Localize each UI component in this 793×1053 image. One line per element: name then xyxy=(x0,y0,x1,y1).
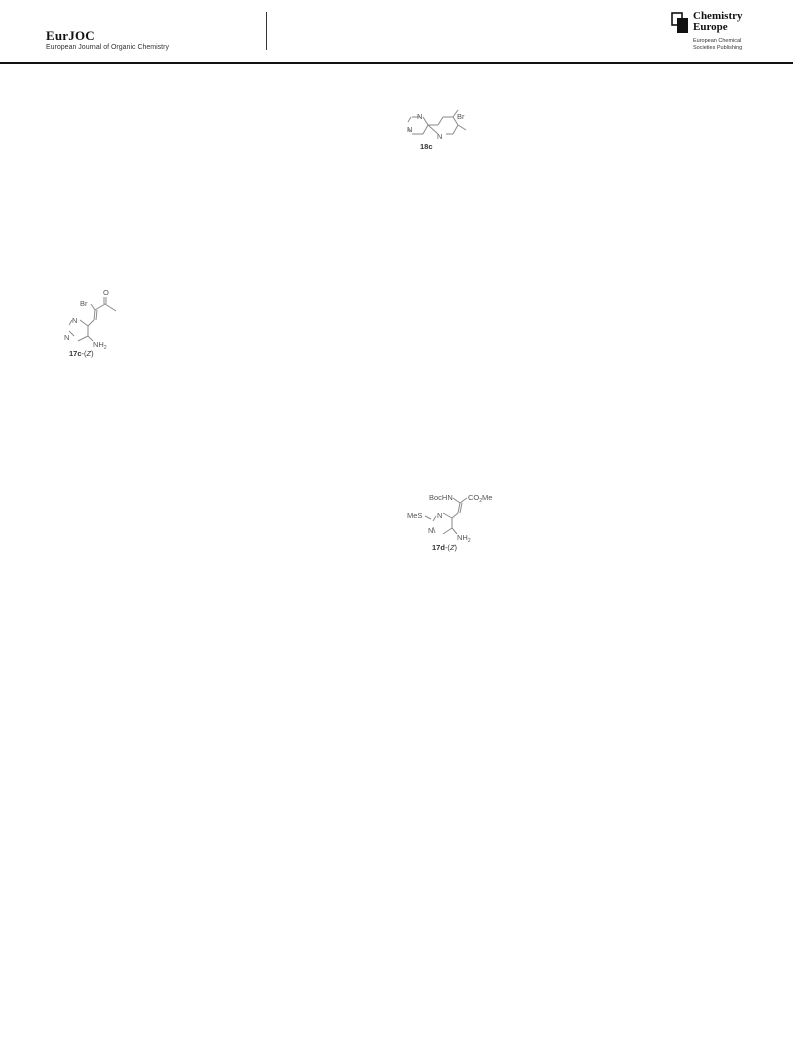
structure-18c xyxy=(400,106,480,156)
atom-mes: MeS xyxy=(407,511,423,520)
page-header xyxy=(0,0,793,64)
atom-o: O xyxy=(103,288,109,297)
atom-n: N xyxy=(407,125,413,134)
publisher-name-line2: Europe xyxy=(693,21,728,33)
atom-n: N xyxy=(417,112,423,121)
structure-17c-z xyxy=(60,284,140,364)
compound-label-17d-z: 17d-(Z) xyxy=(432,543,458,552)
atom-co2me: $CO_2Me$ xyxy=(468,493,493,504)
structure-17d-z-drawing xyxy=(405,489,505,559)
compound-label-17c-z: 17c-(Z) xyxy=(69,349,94,358)
header-divider xyxy=(266,12,267,50)
structure-18c-drawing xyxy=(400,106,480,156)
atom-br: Br xyxy=(80,299,88,308)
atom-n: N xyxy=(437,132,443,141)
atom-bochn: BocHN xyxy=(429,493,453,502)
atom-n: N xyxy=(72,316,78,325)
publisher-sub-line1: European Chemical xyxy=(693,38,742,44)
publisher-sub-line2: Societies Publishing xyxy=(693,45,743,51)
atom-n: N xyxy=(437,511,443,520)
structure-17d-z xyxy=(405,489,505,559)
atom-nh2: $NH_2$ xyxy=(93,340,107,351)
atom-n: N xyxy=(428,526,434,535)
header-rule xyxy=(0,62,793,64)
atom-n: N xyxy=(64,333,70,342)
journal-title: EurJOC xyxy=(46,28,95,43)
compound-label-18c: 18c xyxy=(420,142,433,151)
publisher-name-line1: Chemistry xyxy=(693,10,743,22)
structure-17c-z-drawing xyxy=(60,284,140,364)
atom-br: Br xyxy=(457,112,465,121)
atom-nh2: $NH_2$ xyxy=(457,533,471,544)
chemistry-europe-logo xyxy=(671,12,781,54)
journal-subtitle: European Journal of Organic Chemistry xyxy=(46,44,169,51)
chemistry-europe-logo-icon xyxy=(671,12,689,34)
